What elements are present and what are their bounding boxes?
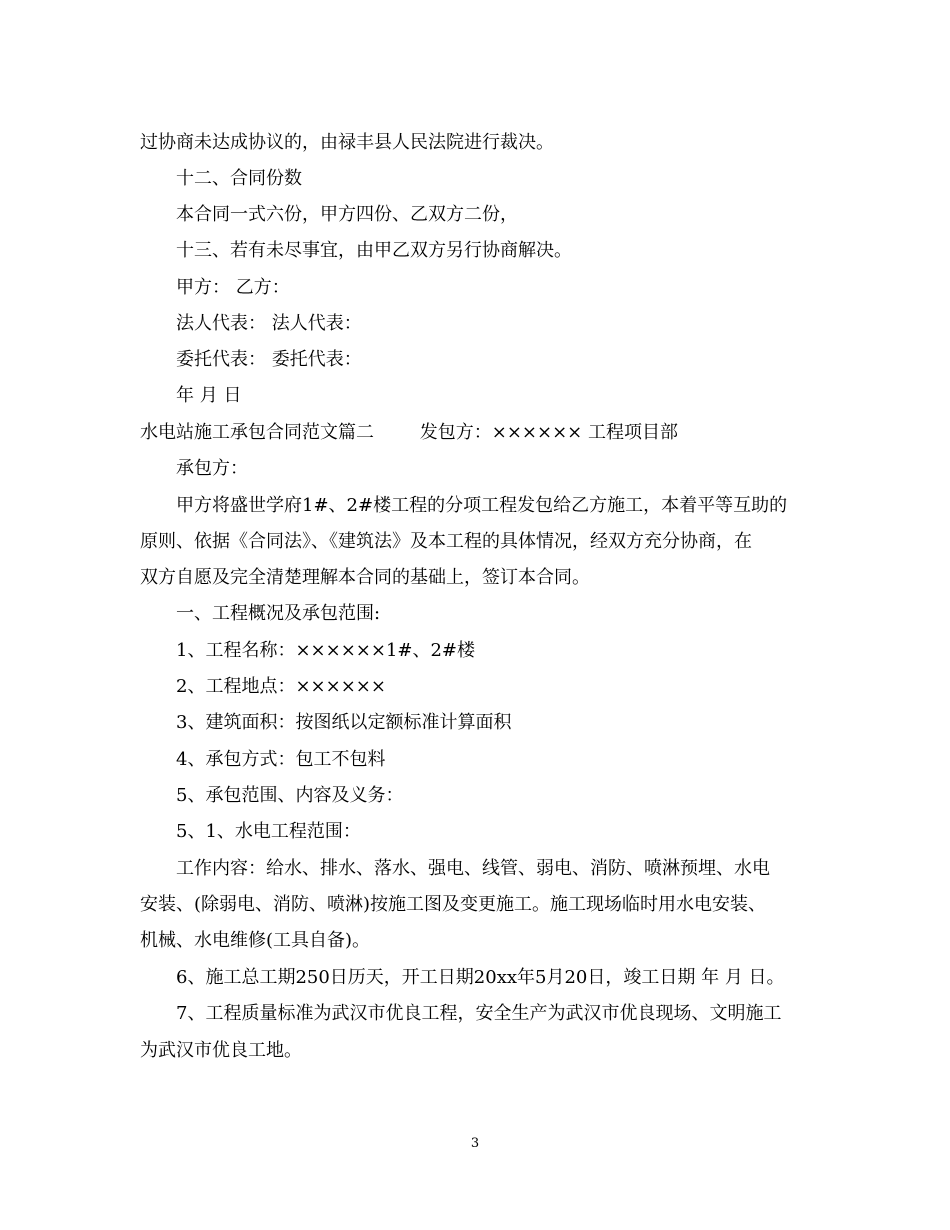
text-line: 6、施工总工期250日历天，开工日期20xx年5月20日，竣工日期 年 月 日。 xyxy=(176,967,785,988)
signature-line: 委托代表： 委托代表： xyxy=(176,349,362,370)
text-line: 为武汉市优良工地。 xyxy=(140,1040,302,1061)
text-line: 7、工程质量标准为武汉市优良工程，安全生产为武汉市优良现场、文明施工 xyxy=(176,1003,782,1024)
text-line: 甲方将盛世学府1#、2#楼工程的分项工程发包给乙方施工，本着平等互助的 xyxy=(176,495,788,516)
section-heading: 十二、合同份数 xyxy=(176,168,302,189)
text-line: 5、1、水电工程范围： xyxy=(176,821,361,842)
text-line: 原则、依据《合同法》、《建筑法》及本工程的具体情况，经双方充分协商，在 xyxy=(140,531,752,552)
text-line: 工作内容：给水、排水、落水、强电、线管、弱电、消防、喷淋预埋、水电 xyxy=(176,858,770,879)
document-title: 水电站施工承包合同范文篇二 发包方：×××××× 工程项目部 xyxy=(140,422,678,443)
date-line: 年 月 日 xyxy=(176,385,242,406)
section-heading: 十三、若有未尽事宜，由甲乙双方另行协商解决。 xyxy=(176,240,572,261)
text-line: 本合同一式六份，甲方四份、乙双方二份， xyxy=(176,204,518,225)
text-line: 过协商未达成协议的，由禄丰县人民法院进行裁决。 xyxy=(140,132,554,153)
text-line: 双方自愿及完全清楚理解本合同的基础上，签订本合同。 xyxy=(140,567,590,588)
section-heading: 一、工程概况及承包范围: xyxy=(176,603,381,624)
text-line: 4、承包方式：包工不包料 xyxy=(176,749,386,770)
page-number: 3 xyxy=(470,1136,480,1151)
text-line: 5、承包范围、内容及义务： xyxy=(176,785,404,806)
text-line: 机械、水电维修(工具自备)。 xyxy=(140,930,371,951)
text-line: 安装、(除弱电、消防、喷淋)按施工图及变更施工。施工现场临时用水电安装、 xyxy=(140,894,767,915)
text-line: 1、工程名称：××××××1#、2#楼 xyxy=(176,640,476,661)
text-line: 承包方： xyxy=(176,458,248,479)
text-line: 3、建筑面积：按图纸以定额标准计算面积 xyxy=(176,712,512,733)
signature-line: 法人代表： 法人代表： xyxy=(176,313,362,334)
text-line: 2、工程地点：×××××× xyxy=(176,676,386,697)
signature-line: 甲方： 乙方： xyxy=(176,277,290,298)
